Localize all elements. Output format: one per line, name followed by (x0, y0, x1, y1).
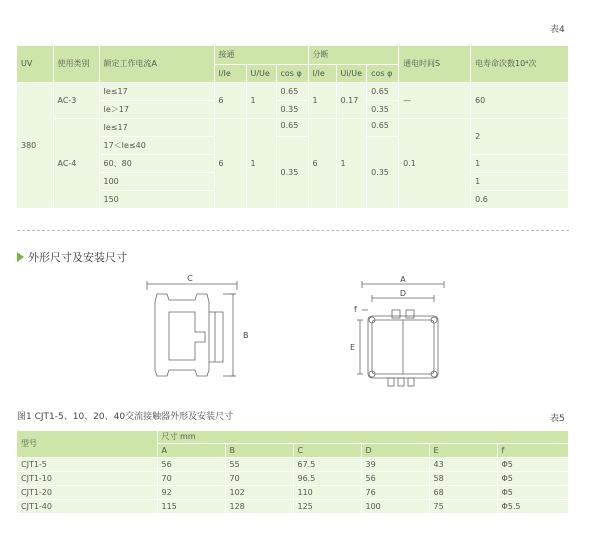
ac3-cos1: 0.65 (276, 82, 308, 100)
ac4-break-i: 6 (308, 118, 336, 208)
ac4-make-i: 6 (214, 118, 246, 208)
th-break: 分断 (308, 46, 399, 64)
model-cell: CJT1-20 (17, 485, 157, 499)
ac4-row3: 60、80 (99, 154, 214, 172)
triangle-icon (17, 252, 24, 262)
dim-c-label: C (187, 274, 193, 283)
value-cell: 39 (361, 457, 429, 471)
table-row (17, 499, 569, 513)
ac3-cat: AC-3 (53, 82, 99, 118)
side-view-drawing (135, 272, 270, 392)
section-heading (17, 249, 127, 265)
th-col-e: E (429, 443, 497, 457)
th-make: 接通 (214, 46, 308, 64)
table-row (17, 457, 569, 471)
th-size: 尺寸 mm (157, 431, 569, 443)
dim-b-label: B (243, 331, 249, 340)
dim-d-label: D (399, 289, 407, 298)
th-break-u: Ui/Ue (336, 64, 367, 82)
value-cell: 56 (361, 471, 429, 485)
ac4-row2: 17＜Ie≤40 (99, 136, 214, 154)
table-row (17, 471, 569, 485)
value-cell: 125 (293, 499, 361, 513)
section-title: 外形尺寸及安装尺寸 (28, 251, 127, 264)
ac3-make-u: 1 (246, 82, 276, 118)
ac4-make-u: 1 (246, 118, 276, 208)
ac3-cos2: 0.35 (276, 100, 308, 118)
value-cell: 102 (225, 485, 293, 499)
value-cell: 56 (157, 457, 225, 471)
value-cell: 55 (225, 457, 293, 471)
uv-value: 380 (17, 82, 53, 208)
ac4-row5: 150 (99, 190, 214, 208)
value-cell: 75 (429, 499, 497, 513)
ac3-row2: Ie＞17 (99, 100, 214, 118)
ac3-bcos2: 0.35 (367, 100, 399, 118)
th-col-f: f (497, 443, 569, 457)
ac4-row4: 100 (99, 172, 214, 190)
value-cell: Φ5 (497, 485, 569, 499)
ac4-cat: AC-4 (53, 118, 99, 208)
ac3-row1: Ie≤17 (99, 82, 214, 100)
th-make-u: U/Ue (246, 64, 276, 82)
value-cell: Φ5 (497, 471, 569, 485)
value-cell: 70 (157, 471, 225, 485)
ac4-life2: 1 (471, 154, 569, 172)
th-col-a: A (157, 443, 225, 457)
model-cell: CJT1-5 (17, 457, 157, 471)
ac3-break-i: 1 (308, 82, 336, 118)
figure-caption: 图1 CJT1-5、10、20、40交流接触器外形及安装尺寸 (17, 412, 234, 422)
th-uv: UV (17, 46, 53, 82)
ac4-bcos1: 0.65 (367, 118, 399, 136)
model-cell: CJT1-40 (17, 499, 157, 513)
th-break-i: I/Ie (308, 64, 336, 82)
ac3-life: 60 (471, 82, 569, 118)
value-cell: 128 (225, 499, 293, 513)
th-col-d: D (361, 443, 429, 457)
value-cell: 43 (429, 457, 497, 471)
ac3-break-u: 0.17 (336, 82, 367, 118)
front-view-drawing (340, 272, 470, 402)
ac4-bcos2: 0.35 (367, 136, 399, 208)
ac3-make-i: 6 (214, 82, 246, 118)
ac4-cos1: 0.65 (276, 118, 308, 136)
table-row (17, 485, 569, 499)
table4 (17, 46, 569, 209)
value-cell: 110 (293, 485, 361, 499)
table5-label: 表5 (550, 414, 565, 424)
ac3-time: — (399, 82, 471, 118)
th-life: 电寿命次数10⁴次 (471, 46, 569, 82)
th-make-cos: cos φ (276, 64, 308, 82)
ac4-cos2: 0.35 (276, 136, 308, 208)
ac4-life1: 2 (471, 118, 569, 154)
dim-e-label: E (350, 343, 356, 352)
ac4-life4: 0.6 (471, 190, 569, 208)
dim-a-label: A (400, 275, 406, 284)
th-col-b: B (225, 443, 293, 457)
ac4-life3: 1 (471, 172, 569, 190)
value-cell: Φ5.5 (497, 499, 569, 513)
ac4-time: 0.1 (399, 118, 471, 208)
th-col-c: C (293, 443, 361, 457)
th-break-cos: cos φ (367, 64, 399, 82)
th-time: 通电时间S (399, 46, 471, 82)
dim-f-label: f (354, 305, 357, 314)
value-cell: 67.5 (293, 457, 361, 471)
th-make-i: I/Ie (214, 64, 246, 82)
ac4-break-u: 1 (336, 118, 367, 208)
value-cell: 58 (429, 471, 497, 485)
value-cell: Φ5 (497, 457, 569, 471)
th-current: 额定工作电流A (99, 46, 214, 82)
table5 (17, 431, 569, 514)
value-cell: 92 (157, 485, 225, 499)
value-cell: 100 (361, 499, 429, 513)
divider (17, 230, 569, 231)
value-cell: 96.5 (293, 471, 361, 485)
th-model: 型号 (17, 431, 157, 457)
model-cell: CJT1-10 (17, 471, 157, 485)
value-cell: 115 (157, 499, 225, 513)
ac3-bcos1: 0.65 (367, 82, 399, 100)
value-cell: 68 (429, 485, 497, 499)
ac4-row1: Ie≤17 (99, 118, 214, 136)
value-cell: 76 (361, 485, 429, 499)
value-cell: 70 (225, 471, 293, 485)
table4-label: 表4 (550, 25, 565, 35)
th-category: 使用类别 (53, 46, 99, 82)
